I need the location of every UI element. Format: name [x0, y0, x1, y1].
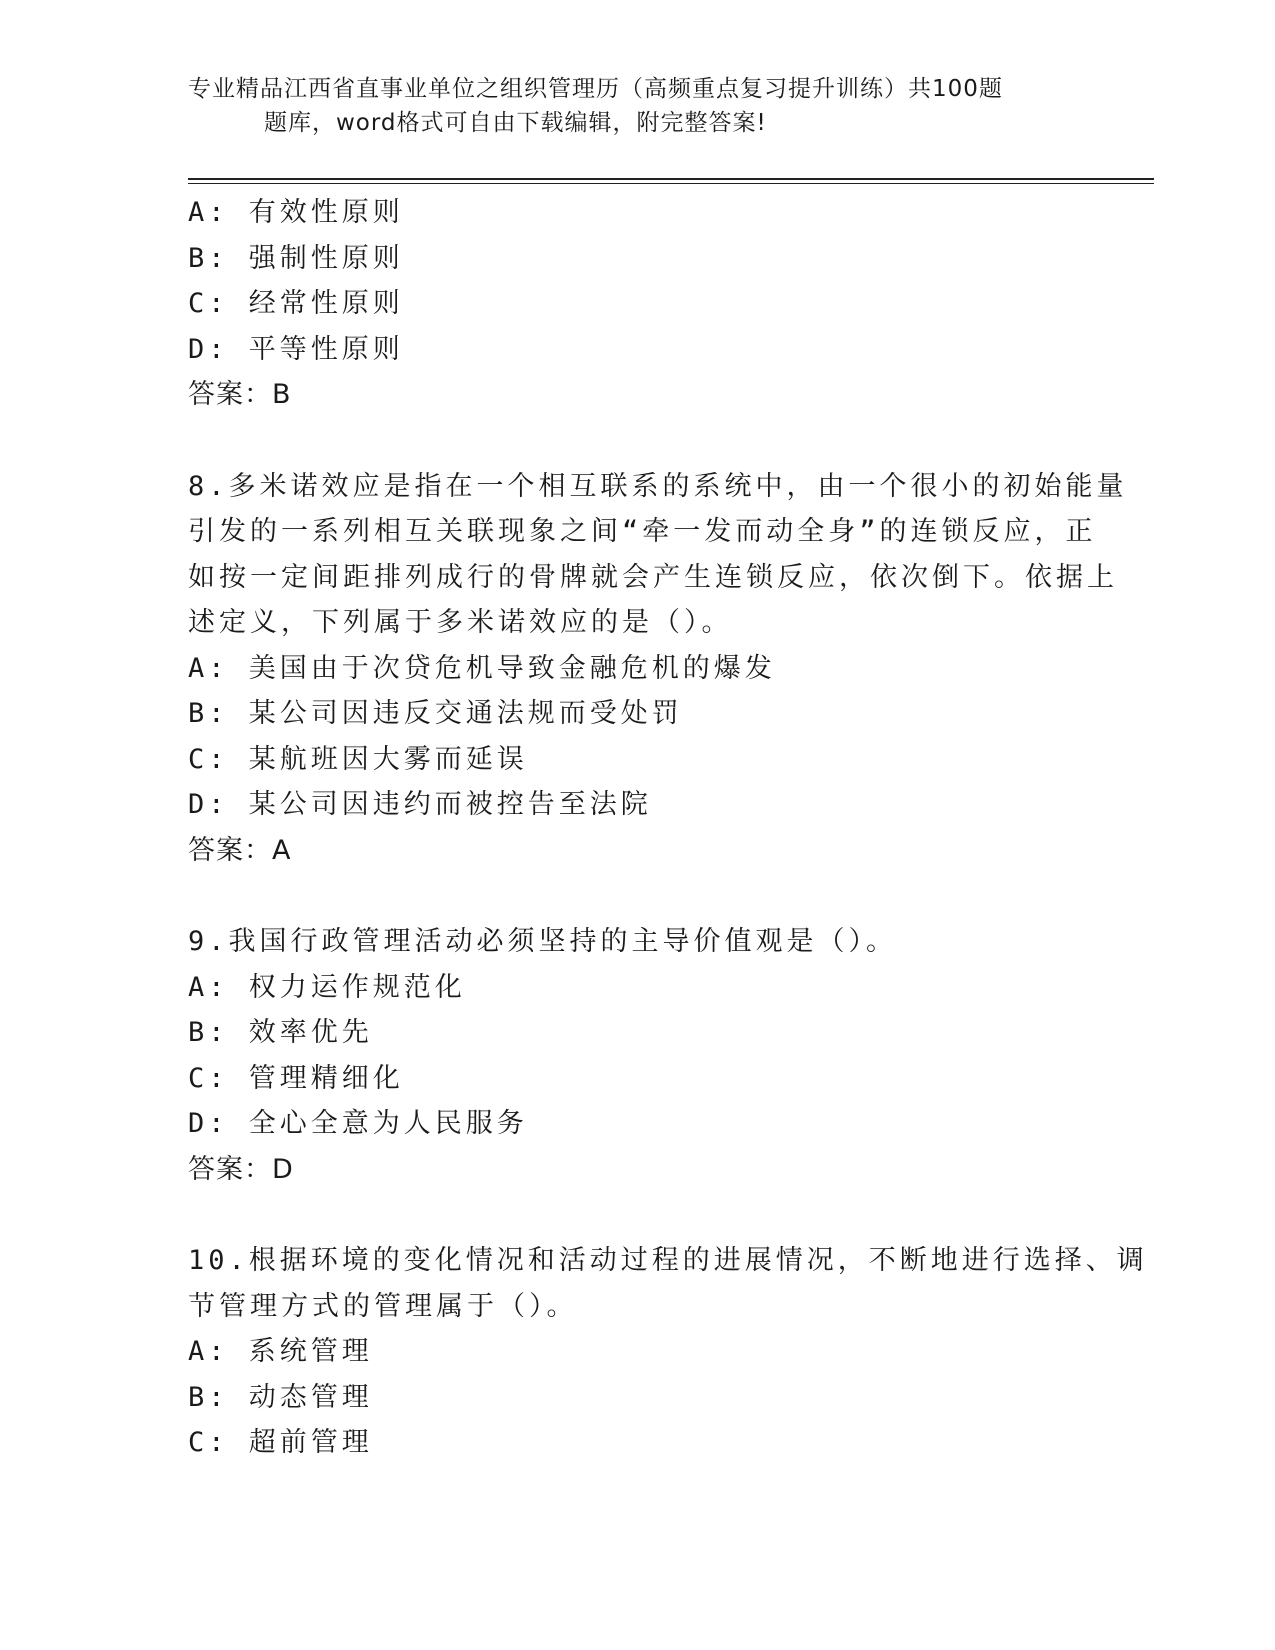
question-stem-line: 10.根据环境的变化情况和活动过程的进展情况，不断地进行选择、调 — [188, 1245, 1148, 1276]
question-stem-line: 述定义，下列属于多米诺效应的是（）。 — [188, 607, 733, 638]
option-d: D: 某公司因违约而被控告至法院 — [188, 789, 652, 820]
option-a: A: 系统管理 — [188, 1336, 373, 1367]
option-a: A: 美国由于次贷危机导致金融危机的爆发 — [188, 652, 776, 684]
spacer — [188, 418, 1088, 464]
answer: 答案：B — [188, 379, 292, 410]
header-divider-thin — [188, 183, 1154, 184]
option-c: C: 经常性原则 — [188, 288, 404, 319]
document-header — [188, 72, 1088, 140]
header-title-line2: 题库，word格式可自由下载编辑，附完整答案! — [264, 110, 767, 136]
option-c: C: 管理精细化 — [188, 1062, 404, 1094]
option-c: C: 某航班因大雾而延误 — [188, 743, 528, 775]
option-a: A: 权力运作规范化 — [188, 971, 466, 1003]
question-stem-line: 引发的一系列相互关联现象之间“牵一发而动全身”的连锁反应，正 — [188, 516, 1097, 547]
header-divider-thick — [188, 178, 1154, 180]
question-7 — [188, 190, 1088, 418]
option-b: B: 效率优先 — [188, 1017, 373, 1048]
spacer — [188, 1192, 1088, 1238]
option-d: D: 平等性原则 — [188, 333, 404, 365]
header-title-line1: 专业精品江西省直事业单位之组织管理历（高频重点复习提升训练）共100题 — [188, 76, 1003, 102]
option-b: B: 强制性原则 — [188, 242, 404, 274]
question-stem-line: 如按一定间距排列成行的骨牌就会产生连锁反应，依次倒下。依据上 — [188, 561, 1118, 593]
spacer — [188, 873, 1088, 919]
question-9 — [188, 919, 1088, 1192]
question-8 — [188, 464, 1128, 874]
question-list — [188, 190, 1148, 1466]
option-b: B: 某公司因违反交通法规而受处罚 — [188, 698, 683, 729]
answer: 答案：D — [188, 1153, 294, 1185]
option-c: C: 超前管理 — [188, 1427, 373, 1458]
option-a: A: 有效性原则 — [188, 197, 404, 228]
question-10 — [188, 1238, 1148, 1466]
question-stem-line: 8.多米诺效应是指在一个相互联系的系统中，由一个很小的初始能量 — [188, 470, 1128, 502]
option-d: D: 全心全意为人民服务 — [188, 1108, 528, 1139]
answer: 答案：A — [188, 834, 292, 866]
question-stem-line: 节管理方式的管理属于（）。 — [188, 1290, 578, 1322]
option-b: B: 动态管理 — [188, 1381, 373, 1413]
question-stem-line: 9.我国行政管理活动必须坚持的主导价值观是（）。 — [188, 926, 898, 957]
